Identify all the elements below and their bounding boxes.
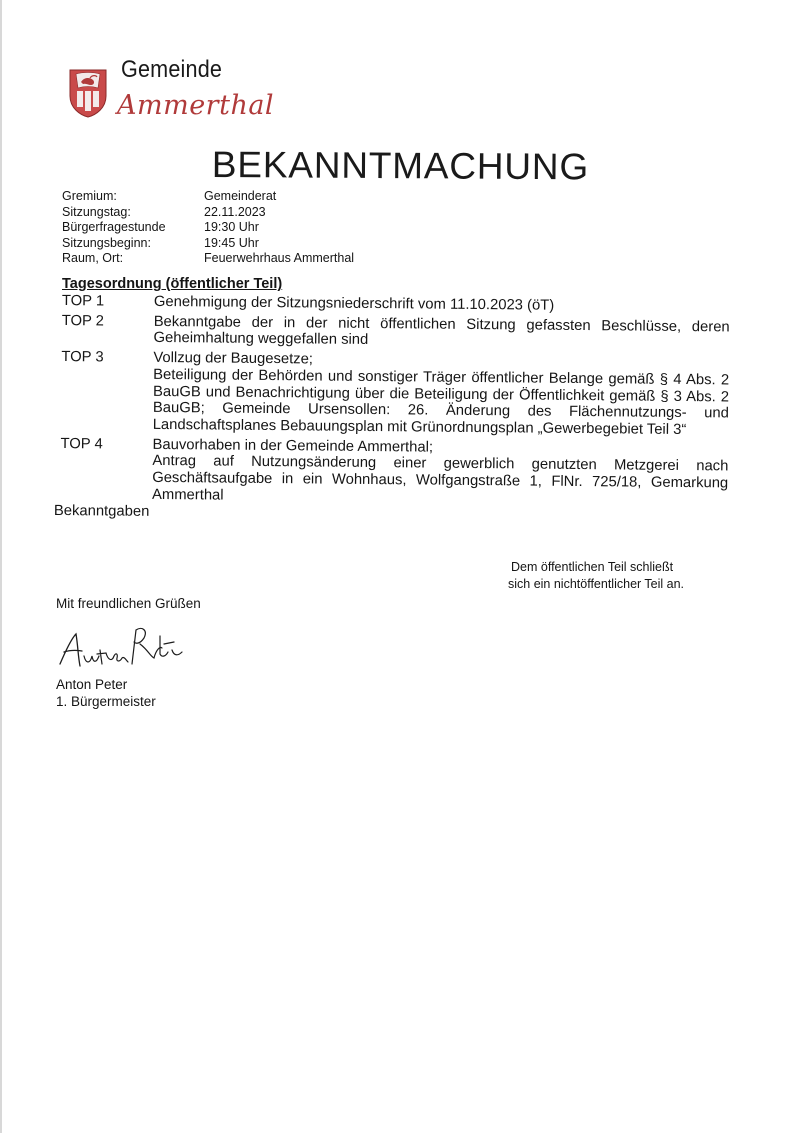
meta-value: Gemeinderat: [204, 189, 277, 203]
greeting: Mit freundlichen Grüßen: [56, 596, 201, 611]
meta-row: [62, 220, 402, 236]
signer-name: Anton Peter: [56, 677, 128, 692]
meta-label: Raum, Ort:: [62, 251, 124, 265]
meeting-details: [62, 189, 402, 267]
agenda-list: [53, 293, 740, 527]
closing-note: [508, 559, 684, 592]
meta-label: Sitzungstag:: [62, 204, 131, 219]
meta-value: 22.11.2023: [204, 204, 266, 219]
meta-label: Sitzungsbeginn:: [62, 235, 151, 250]
agenda-item-text: Antrag auf Nutzungsänderung einer gewerblich genutzten Metzgerei nach Geschäftsaufgabe in ein Wohnhaus, Wolfgangstraße 1, FlNr. 725/18, Gemarkung Ammerthal: [151, 453, 729, 504]
meta-row: [62, 205, 402, 221]
agenda-item-label: TOP 3: [61, 349, 104, 366]
agenda-item-text: Bauvorhaben in der Gemeinde Ammerthal;: [152, 436, 434, 456]
meta-row: [62, 189, 402, 205]
agenda-item-text: Bekanntgabe der in der nicht öffentlichen Sitzung gefassten Beschlüsse, deren Geheimhaltung weggefallen sind: [153, 313, 730, 349]
meta-value: Feuerwehrhaus Ammerthal: [204, 251, 355, 265]
agenda-item-label: TOP 2: [61, 312, 105, 330]
scan-edge: [0, 0, 2, 1133]
signer-role: 1. Bürgermeister: [56, 694, 156, 709]
agenda-item-text: Genehmigung der Sitzungsniederschrift vom 11.10.2023 (öT): [153, 293, 555, 314]
closing-note-line: sich ein nichtöffentlicher Teil an.: [508, 576, 685, 591]
agenda-heading: Tagesordnung (öffentlicher Teil): [62, 276, 283, 292]
meta-row: [62, 251, 402, 267]
announcements-label: Bekanntgaben: [53, 503, 150, 521]
agenda-item: [59, 313, 739, 353]
agenda-item-label: TOP 4: [60, 435, 103, 453]
meta-label: Bürgerfragestunde: [62, 220, 166, 234]
meta-value: 19:45 Uhr: [204, 235, 259, 250]
page-title: BEKANNTMACHUNG: [211, 144, 590, 188]
agenda-item: [58, 436, 739, 509]
agenda-item: [59, 349, 740, 439]
agenda-item-text: Beteiligung der Behörden und sonstiger Träger öffentlicher Belange gemäß § 4 Abs. 2 BauGB und Benachrichtigung über die Beteiligung der Öffentlichkeit gemäß § 3 Abs. 2 BauGB; Gemeinde Ursensollen: 26. Änderung des Flächennutzungs- und Landschaftsplanes Bebauungsplan mit Grünordnungsplan „Gewerbegebiet Teil 3“: [152, 366, 730, 438]
agenda-item-label: TOP 1: [61, 293, 105, 310]
meta-value: 19:30 Uhr: [204, 220, 259, 234]
signature-icon: [56, 620, 186, 678]
agenda-item-text: Vollzug der Baugesetze;: [153, 350, 314, 368]
municipality-name: Ammerthal: [117, 90, 275, 121]
coat-of-arms-icon: [68, 68, 108, 118]
municipality-word: Gemeinde: [121, 56, 223, 83]
closing-note-line: Dem öffentlichen Teil schließt: [511, 560, 674, 574]
meta-label: Gremium:: [62, 189, 117, 203]
meta-row: [62, 236, 402, 252]
